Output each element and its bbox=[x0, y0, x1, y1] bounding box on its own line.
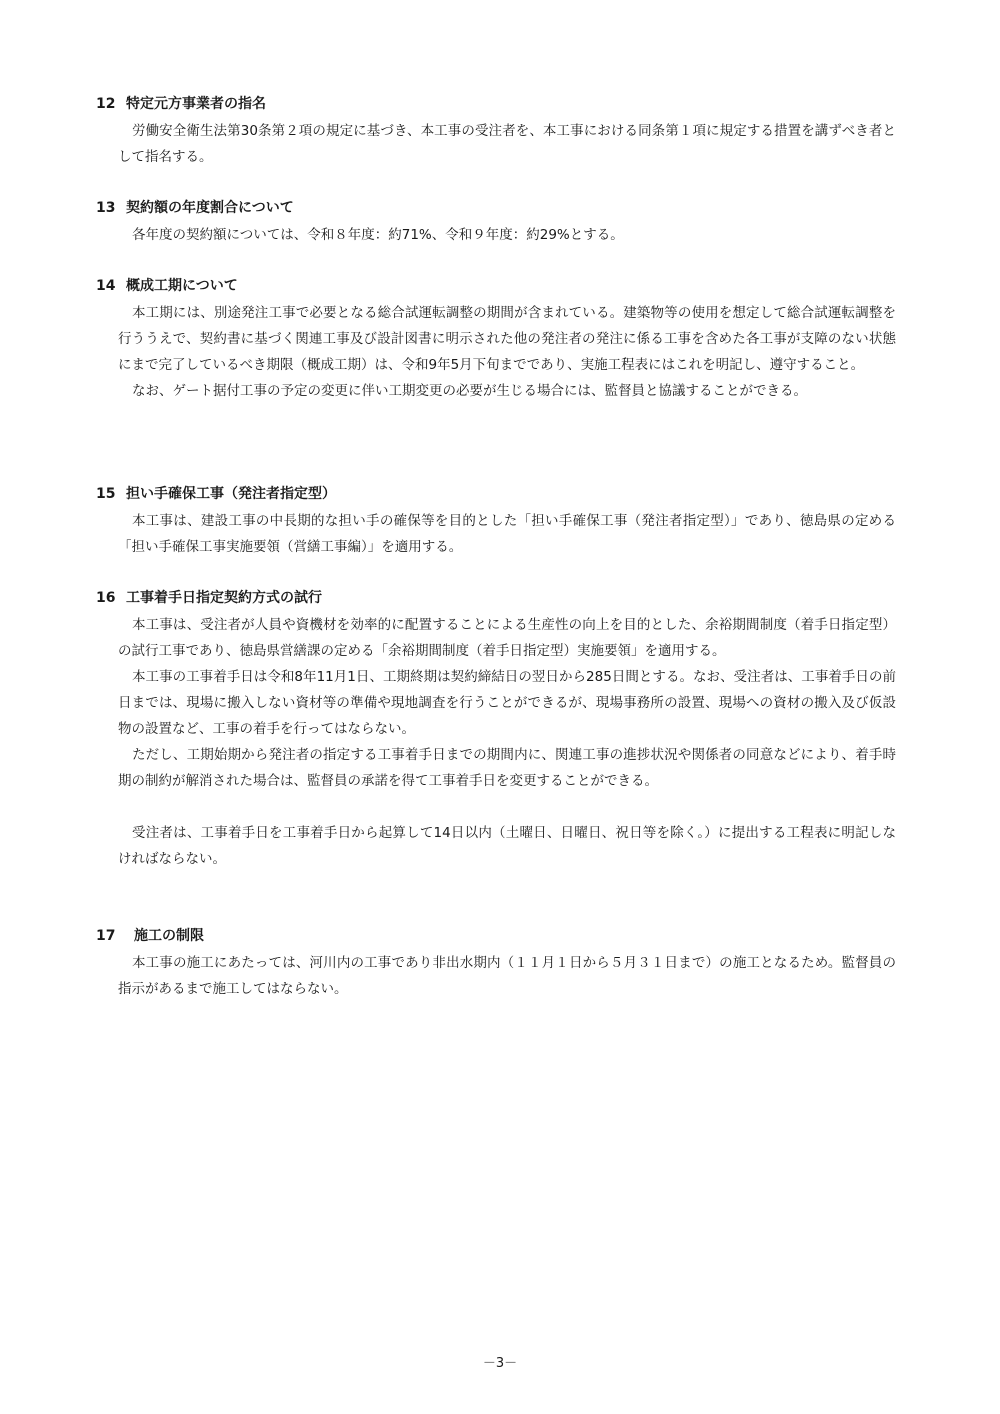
section-paragraph: 各年度の契約額については、令和８年度：約71%、令和９年度：約29%とする。 bbox=[132, 227, 624, 243]
section-paragraph: 労働安全衛生法第30条第２項の規定に基づき、本工事の受注者を、本工事における同条第１項に規定する措置を講ずべき者として指名する。 bbox=[118, 123, 896, 165]
section-heading bbox=[96, 586, 906, 610]
section-paragraph: ただし、工期始期から発注者の指定する工事着手日までの期間内に、関連工事の進捗状況や関係者の同意などにより、着手時期の制約が解消された場合は、監督員の承諾を得て工事着手日を変更することができる。 bbox=[118, 747, 896, 789]
page-number: －3－ bbox=[482, 1356, 518, 1371]
section-16 bbox=[96, 586, 906, 872]
section-paragraph: 本工期には、別途発注工事で必要となる総合試運転調整の期間が含まれている。建築物等の使用を想定して総合試運転調整を行ううえで、契約書に基づく関連工事及び設計図書に明示された他の発注者の発注に係る工事を含めた各工事が支障のない状態にまで完了しているべき期限（概成工期）は、令和9年5月下旬までであり、実施工程表にはこれを明記し、遵守すること。 bbox=[118, 305, 896, 373]
section-number: 14 bbox=[96, 278, 116, 294]
section-number: 12 bbox=[96, 96, 116, 112]
section-12 bbox=[96, 92, 906, 170]
section-paragraph: なお、ゲート据付工事の予定の変更に伴い工期変更の必要が生じる場合には、監督員と協議することができる。 bbox=[132, 383, 807, 399]
section-paragraph: 受注者は、工事着手日を工事着手日から起算して14日以内（土曜日、日曜日、祝日等を除く。）に提出する工程表に明記しなければならない。 bbox=[118, 825, 896, 867]
section-heading bbox=[96, 196, 906, 220]
section-paragraph: 本工事は、建設工事の中長期的な担い手の確保等を目的とした「担い手確保工事（発注者指定型）」であり、徳島県の定める「担い手確保工事実施要領（営繕工事編）」を適用する。 bbox=[118, 513, 896, 555]
blank-line bbox=[96, 794, 906, 820]
section-heading bbox=[96, 92, 906, 116]
section-title: 特定元方事業者の指名 bbox=[126, 96, 266, 112]
section-title: 担い手確保工事（発注者指定型） bbox=[126, 486, 336, 502]
section-heading bbox=[96, 482, 906, 506]
section-heading bbox=[96, 924, 906, 948]
section-paragraph: 本工事の工事着手日は令和8年11月1日、工期終期は契約締結日の翌日から285日間とする。なお、受注者は、工事着手日の前日までは、現場に搬入しない資材等の準備や現地調査を行うことができるが、現場事務所の設置、現場への資材の搬入及び仮設物の設置など、工事の着手を行ってはならない。 bbox=[118, 669, 896, 737]
section-title: 施工の制限 bbox=[134, 928, 204, 944]
section-14 bbox=[96, 274, 906, 404]
section-title: 契約額の年度割合について bbox=[126, 200, 294, 216]
section-number: 16 bbox=[96, 590, 116, 606]
section-paragraph: 本工事は、受注者が人員や資機材を効率的に配置することによる生産性の向上を目的とした、余裕期間制度（着手日指定型）の試行工事であり、徳島県営繕課の定める「余裕期間制度（着手日指定型）実施要領」を適用する。 bbox=[118, 617, 896, 659]
section-title: 工事着手日指定契約方式の試行 bbox=[126, 590, 322, 606]
section-heading bbox=[96, 274, 906, 298]
section-number: 17 bbox=[96, 928, 116, 944]
section-15 bbox=[96, 482, 906, 560]
section-number: 15 bbox=[96, 486, 116, 502]
section-17 bbox=[96, 924, 906, 1002]
section-13 bbox=[96, 196, 906, 248]
section-number: 13 bbox=[96, 200, 116, 216]
section-paragraph: 本工事の施工にあたっては、河川内の工事であり非出水期内（１１月１日から５月３１日まで）の施工となるため。監督員の指示があるまで施工してはならない。 bbox=[118, 955, 896, 997]
section-title: 概成工期について bbox=[126, 278, 238, 294]
